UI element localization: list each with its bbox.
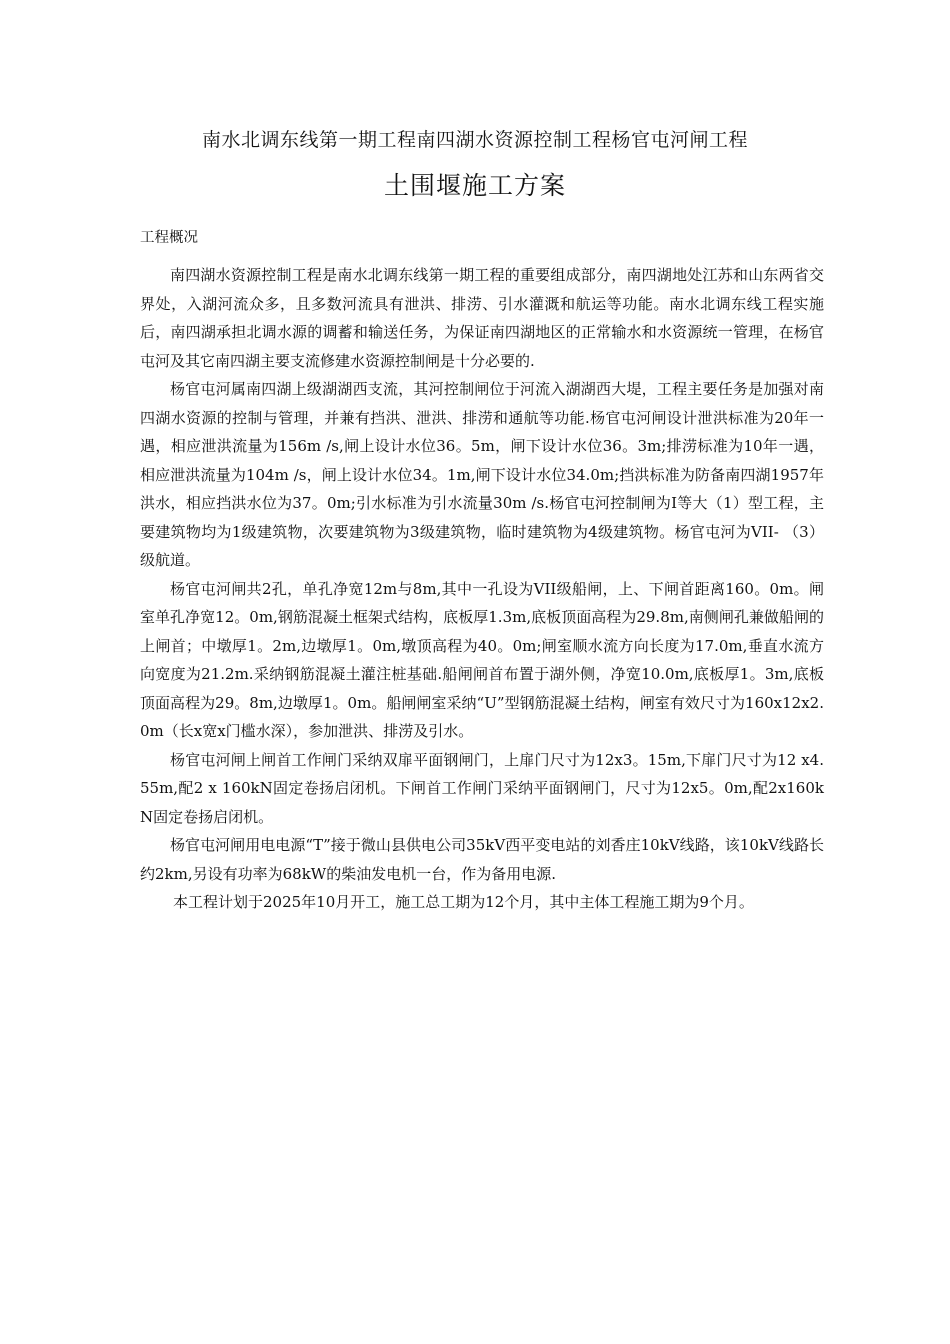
paragraph-overview: 南四湖水资源控制工程是南水北调东线第一期工程的重要组成部分，南四湖地处江苏和山东两省交界处，入湖河流众多，且多数河流具有泄洪、排涝、引水灌溉和航运等功能。南水北调东线工程实施后，南四湖承担北调水源的调蓄和输送任务，为保证南四湖地区的正常输水和水资源统一管理，在杨官屯河及其它南四湖主要支流修建水资源控制闸是十分必要的. <box>140 266 824 370</box>
paragraph-structure: 杨官屯河闸共2孔，单孔净宽12m与8m,其中一孔设为VII级船闸，上、下闸首距离160。0m。闸室单孔净宽12。0m,钢筋混凝土框架式结构，底板厚1.3m,底板顶面高程为29.8m,南侧闸孔兼做船闸的上闸首；中墩厚1。2m,边墩厚1。0m,墩顶高程为40。0m;闸室顺水流方向长度为17.0m,垂直水流方向宽度为21.2m.采纳钢筋混凝土灌注桩基础.船闸闸首布置于湖外侧，净宽10.0m,底板厚1。3m,底板顶面高程为29。8m,边墩厚1。0m。船闸闸室采纳“U”型钢筋混凝土结构，闸室有效尺寸为160x12x2.0m（长x宽x门槛水深），参加泄洪、排涝及引水。 <box>140 579 824 740</box>
paragraph-power-supply: 杨官屯河闸用电电源“T”接于微山县供电公司35kV西平变电站的刘香庄10kV线路，该10kV线路长约2km,另设有功率为68kW的柴油发电机一台，作为备用电源. <box>140 836 824 883</box>
paragraph-schedule: 本工程计划于2025年10月开工，施工总工期为12个月，其中主体工程施工期为9个月。 <box>173 893 754 911</box>
document-title: 土围堰施工方案 <box>383 171 566 200</box>
paragraph-design-standards: 杨官屯河属南四湖上级湖湖西支流，其河控制闸位于河流入湖湖西大堤，工程主要任务是加强对南四湖水资源的控制与管理，并兼有挡洪、泄洪、排涝和通航等功能.杨官屯河闸设计泄洪标准为20年一遇，相应泄洪流量为156m /s,闸上设计水位36。5m，闸下设计水位36。3m;排涝标准为10年一遇，相应泄洪流量为104m /s，闸上设计水位34。1m,闸下设计水位34.0m;挡洪标准为防备南四湖1957年洪水，相应挡洪水位为37。0m;引水标准为引水流量30m /s.杨官屯河控制闸为Ⅰ等大（1）型工程，主要建筑物均为1级建筑物，次要建筑物为3级建筑物，临时建筑物为4级建筑物。杨官屯河为VII- （3）级航道。 <box>140 380 824 569</box>
section-heading: 工程概况 <box>140 230 198 246</box>
body-text <box>140 261 824 917</box>
paragraph-gates: 杨官屯河闸上闸首工作闸门采纳双扉平面钢闸门，上扉门尺寸为12x3。15m,下扉门尺寸为12 x4.55m,配2 x 160kN固定卷扬启闭机。下闸首工作闸门采纳平面钢闸门，尺寸为12x5。0m,配2x160kN固定卷扬启闭机。 <box>140 750 824 826</box>
document-title-line1: 南水北调东线第一期工程南四湖水资源控制工程杨官屯河闸工程 <box>201 129 748 151</box>
